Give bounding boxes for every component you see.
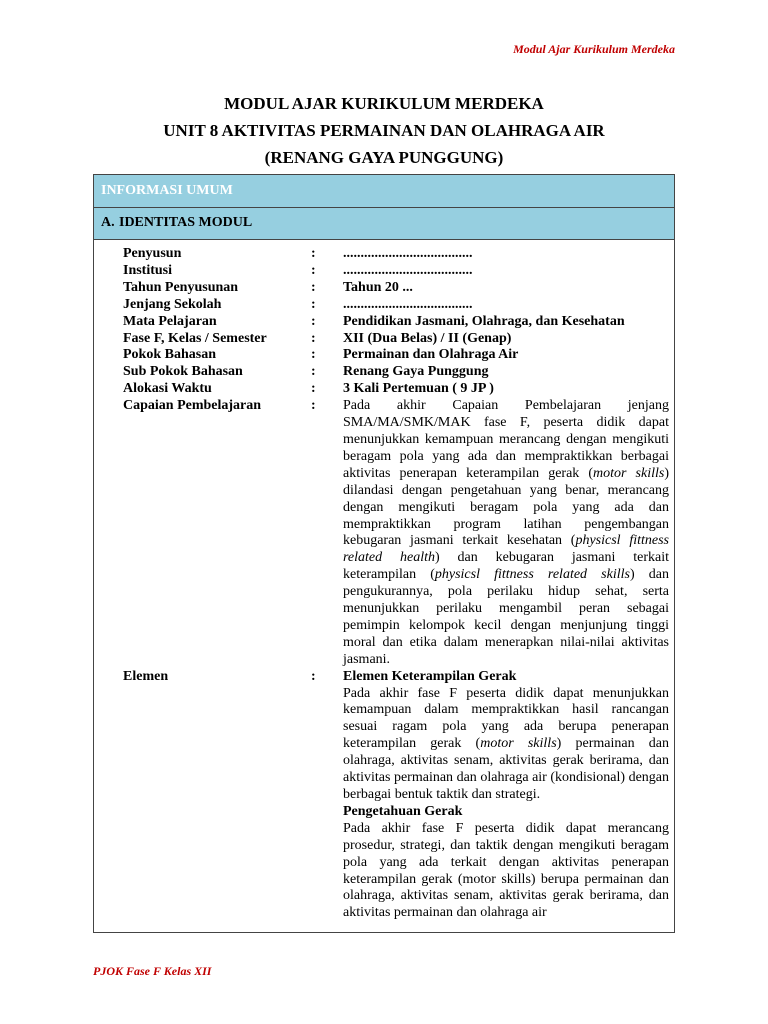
title-line-2: UNIT 8 AKTIVITAS PERMAINAN DAN OLAHRAGA AIR <box>163 121 605 140</box>
identity-value: Pendidikan Jasmani, Olahraga, dan Kesehatan <box>343 313 625 329</box>
elemen-colon: : <box>311 668 316 684</box>
running-header: Modul Ajar Kurikulum Merdeka <box>513 42 675 56</box>
pengetahuan-gerak-text: Pada akhir fase F peserta didik dapat merancang prosedur, strategi, dan taktik dengan mengikuti beragam pola yang ada terkait dengan aktivitas penerapan keterampilan gerak (motor skills) berupa permainan dan olahraga, aktivitas senam, aktivitas gerak berirama, dan aktivitas permainan dan olahraga air <box>343 820 669 921</box>
identity-row <box>94 246 674 263</box>
identity-value: 3 Kali Pertemuan ( 9 JP ) <box>343 381 494 397</box>
elemen-keterampilan-title: Elemen Keterampilan Gerak <box>343 668 517 684</box>
page-footer: PJOK Fase F Kelas XII <box>93 964 212 978</box>
identity-value: ..................................... <box>343 246 473 261</box>
identity-label: Tahun Penyusunan <box>123 279 239 295</box>
identity-value: Tahun 20 ... <box>343 279 413 295</box>
identity-colon: : <box>311 313 316 329</box>
subsection-header <box>94 208 674 240</box>
identity-label: Jenjang Sekolah <box>123 296 222 312</box>
identity-colon: : <box>311 330 316 346</box>
identity-colon: : <box>311 381 316 397</box>
identity-value: XII (Dua Belas) / II (Genap) <box>343 330 512 346</box>
identity-colon: : <box>311 347 316 363</box>
subsection-number: A. <box>101 215 115 230</box>
identity-label: Mata Pelajaran <box>123 313 217 329</box>
identity-row <box>94 347 674 364</box>
info-table <box>93 174 675 933</box>
identity-colon: : <box>311 296 316 312</box>
identity-colon: : <box>311 246 316 261</box>
identity-value: ..................................... <box>343 262 473 278</box>
elemen-label: Elemen <box>123 668 169 684</box>
capaian-label: Capaian Pembelajaran <box>123 398 262 414</box>
identity-colon: : <box>311 279 316 295</box>
identity-row <box>94 263 674 280</box>
document-title <box>0 93 768 174</box>
identity-label: Fase F, Kelas / Semester <box>123 330 267 346</box>
title-line-3: (RENANG GAYA PUNGGUNG) <box>264 148 504 167</box>
identity-list <box>94 240 674 922</box>
title-line-1: MODUL AJAR KURIKULUM MERDEKA <box>224 94 544 113</box>
identity-value: Permainan dan Olahraga Air <box>343 347 519 363</box>
identity-label: Sub Pokok Bahasan <box>123 364 243 380</box>
identity-row <box>94 381 674 398</box>
identity-value: ..................................... <box>343 296 473 312</box>
capaian-colon: : <box>311 398 316 414</box>
identity-label: Pokok Bahasan <box>123 347 216 363</box>
identity-row <box>94 297 674 314</box>
identity-label: Penyusun <box>123 246 182 261</box>
identity-row <box>94 331 674 348</box>
identity-colon: : <box>311 364 316 380</box>
identity-row <box>94 314 674 331</box>
elemen-content <box>343 669 669 923</box>
subsection-title: IDENTITAS MODUL <box>119 215 253 230</box>
identity-row <box>94 364 674 381</box>
identity-colon: : <box>311 262 316 278</box>
capaian-text: Pada akhir Capaian Pembelajaran jenjang SMA/MA/SMK/MAK fase F, peserta didik dapat menunjukkan kemampuan merancang dengan mengikuti beragam pola yang ada dan mempraktikkan berbagai aktivitas penerapan keterampilan gerak (motor skills) dilandasi dengan pengetahuan yang benar, merancang dengan mengikuti beragam pola yang ada dan mempraktikkan program latihan pengembangan kebugaran jasmani terkait kesehatan (physicsl fittness related health) dan kebugaran jasmani terkait keterampilan (physicsl fittness related skills) dan pengukurannya, pola perilaku hidup sehat, serta menunjukkan perilaku mengambil peran sebagai pemimpin kelompok kecil dengan menjunjung tinggi moral dan etika dalam menerapkan nilai-nilai aktivitas jasmani. <box>343 398 669 667</box>
pengetahuan-gerak-title: Pengetahuan Gerak <box>343 803 463 819</box>
elemen-keterampilan-text: Pada akhir fase F peserta didik dapat menunjukkan kemampuan dalam mempraktikkan hasil rancangan sesuai ragam pola yang ada berupa penerapan keterampilan gerak (motor skills) permainan dan olahraga, aktivitas senam, aktivitas gerak berirama, dan aktivitas permainan dan olahraga air (kondisional) dengan berbagai bentuk taktik dan strategi. <box>343 685 669 802</box>
section-header: INFORMASI UMUM <box>94 175 674 208</box>
elemen-row <box>94 669 674 923</box>
capaian-row <box>94 398 674 669</box>
identity-label: Institusi <box>123 262 173 278</box>
identity-label: Alokasi Waktu <box>123 381 212 397</box>
identity-value: Renang Gaya Punggung <box>343 364 489 380</box>
identity-row <box>94 280 674 297</box>
